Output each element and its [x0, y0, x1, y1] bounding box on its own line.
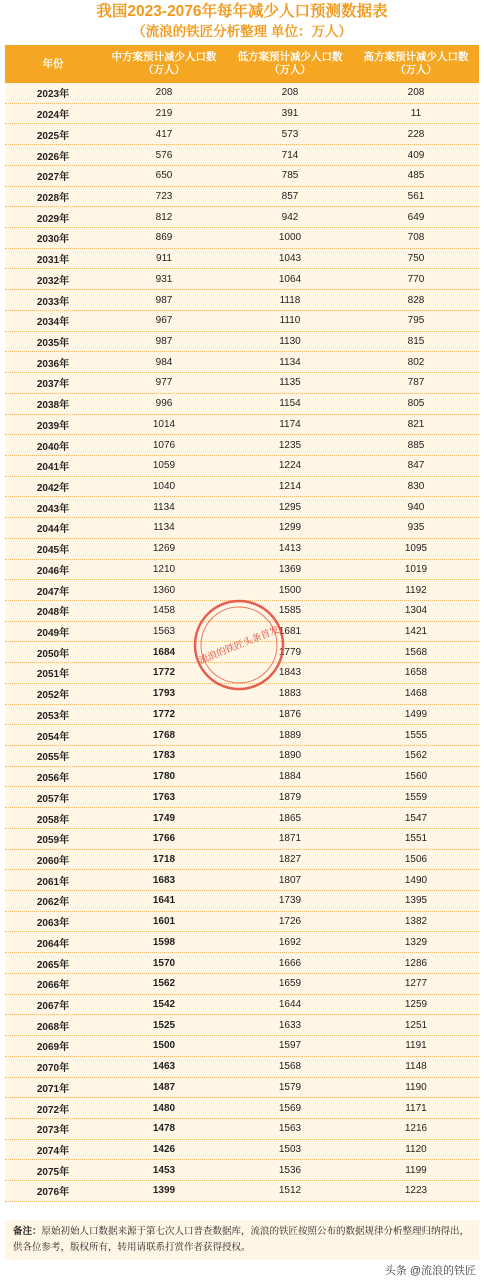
medium-cell: 1783 — [152, 750, 176, 762]
year-cell: 2067年 — [36, 1000, 70, 1012]
low-cell: 1843 — [278, 667, 302, 679]
year-cell: 2072年 — [36, 1104, 70, 1116]
low-cell: 1295 — [278, 501, 302, 513]
low-cell: 1681 — [278, 626, 302, 638]
medium-cell: 812 — [155, 211, 173, 223]
high-cell: 1095 — [404, 543, 428, 555]
low-cell: 1666 — [278, 957, 302, 969]
low-cell: 1585 — [278, 605, 302, 617]
high-cell: 1171 — [405, 1102, 427, 1114]
high-cell: 750 — [407, 253, 425, 265]
low-cell: 1884 — [278, 771, 302, 783]
medium-cell: 967 — [155, 315, 173, 327]
low-cell: 1659 — [278, 978, 302, 990]
year-cell: 2061年 — [36, 876, 70, 888]
table-row — [5, 415, 479, 436]
table-row — [5, 539, 479, 560]
medium-cell: 219 — [155, 108, 173, 120]
medium-cell: 1766 — [152, 833, 176, 845]
high-cell: 1547 — [404, 812, 428, 824]
medium-cell: 1768 — [152, 729, 176, 741]
year-cell: 2027年 — [36, 172, 70, 184]
medium-cell: 1641 — [152, 895, 176, 907]
high-cell: 1562 — [404, 750, 428, 762]
year-cell: 2075年 — [36, 1166, 70, 1178]
year-cell: 2071年 — [36, 1083, 70, 1095]
table-row — [5, 269, 479, 290]
medium-cell: 576 — [155, 149, 173, 161]
medium-cell: 1076 — [152, 439, 176, 451]
high-cell: 1506 — [404, 853, 428, 865]
table-row — [5, 332, 479, 353]
year-cell: 2041年 — [36, 462, 70, 474]
medium-cell: 208 — [155, 87, 173, 99]
low-cell: 1692 — [278, 936, 302, 948]
medium-cell: 1478 — [152, 1123, 176, 1135]
high-cell: 1304 — [404, 605, 428, 617]
low-cell: 1883 — [278, 688, 302, 700]
table-row — [5, 932, 479, 953]
table-row — [5, 974, 479, 995]
low-cell: 1568 — [278, 1061, 302, 1073]
year-cell: 2058年 — [36, 814, 70, 826]
year-cell: 2042年 — [36, 483, 70, 495]
medium-cell: 1134 — [153, 522, 175, 534]
low-cell: 1536 — [278, 1164, 302, 1176]
medium-cell: 1570 — [152, 957, 176, 969]
table-row — [5, 497, 479, 518]
low-cell: 1000 — [278, 232, 302, 244]
high-cell: 1568 — [404, 646, 428, 658]
high-cell: 1421 — [404, 626, 428, 638]
table-row — [5, 290, 479, 311]
low-cell: 1889 — [278, 729, 302, 741]
year-cell: 2059年 — [36, 835, 70, 847]
high-cell: 1468 — [404, 688, 428, 700]
low-cell: 1174 — [279, 418, 301, 430]
medium-cell: 977 — [155, 377, 173, 389]
low-cell: 785 — [281, 170, 299, 182]
year-cell: 2076年 — [36, 1187, 70, 1199]
year-cell: 2063年 — [36, 918, 70, 930]
low-cell: 1224 — [278, 460, 302, 472]
table-row — [5, 166, 479, 187]
high-cell: 1658 — [404, 667, 428, 679]
table-row — [5, 725, 479, 746]
table-row — [5, 746, 479, 767]
stamp-text: 流浪的铁匠头条首发 — [197, 624, 281, 667]
low-cell: 1644 — [278, 998, 302, 1010]
high-cell: 1120 — [405, 1144, 427, 1156]
medium-cell: 650 — [155, 170, 173, 182]
year-cell: 2035年 — [36, 337, 70, 349]
table-row — [5, 352, 479, 373]
table-row — [5, 850, 479, 871]
year-cell: 2048年 — [36, 607, 70, 619]
high-cell: 1551 — [404, 833, 428, 845]
low-cell: 942 — [281, 211, 299, 223]
year-cell: 2039年 — [36, 420, 70, 432]
low-cell: 1871 — [278, 833, 302, 845]
high-cell: 11 — [410, 108, 422, 120]
table-row — [5, 435, 479, 456]
year-cell: 2051年 — [36, 669, 70, 681]
medium-cell: 1601 — [152, 916, 176, 928]
medium-cell: 1487 — [152, 1081, 176, 1093]
year-cell: 2025年 — [36, 130, 70, 142]
high-cell: 1251 — [404, 1019, 428, 1031]
low-cell: 1235 — [278, 439, 302, 451]
low-cell: 1876 — [278, 708, 302, 720]
high-cell: 1019 — [404, 563, 428, 575]
year-cell: 2060年 — [36, 855, 70, 867]
medium-cell: 1563 — [152, 626, 176, 638]
low-cell: 1134 — [279, 356, 301, 368]
table-row — [5, 1160, 479, 1181]
medium-cell: 1014 — [152, 418, 176, 430]
table-row — [5, 518, 479, 539]
low-cell: 1064 — [278, 273, 302, 285]
year-cell: 2047年 — [36, 586, 70, 598]
medium-cell: 1780 — [152, 771, 176, 783]
low-cell: 1569 — [278, 1102, 302, 1114]
table-row — [5, 787, 479, 808]
medium-cell: 1793 — [152, 688, 176, 700]
year-cell: 2064年 — [36, 938, 70, 950]
table-row — [5, 1098, 479, 1119]
high-cell: 1191 — [405, 1040, 427, 1052]
year-cell: 2073年 — [36, 1125, 70, 1137]
year-cell: 2070年 — [36, 1063, 70, 1075]
year-cell: 2044年 — [36, 524, 70, 536]
medium-cell: 1772 — [152, 667, 176, 679]
header-medium: 中方案预计减少人口数 （万人） — [111, 51, 217, 76]
table-row — [5, 912, 479, 933]
header-low: 低方案预计减少人口数 （万人） — [237, 51, 343, 76]
year-cell: 2069年 — [36, 1042, 70, 1054]
year-cell: 2053年 — [36, 710, 70, 722]
medium-cell: 1772 — [152, 708, 176, 720]
medium-cell: 1059 — [152, 460, 176, 472]
year-cell: 2057年 — [36, 793, 70, 805]
high-cell: 847 — [407, 460, 425, 472]
high-cell: 940 — [407, 501, 425, 513]
low-cell: 1890 — [278, 750, 302, 762]
medium-cell: 1040 — [152, 481, 176, 493]
high-cell: 802 — [407, 356, 425, 368]
table-row — [5, 228, 479, 249]
low-cell: 1043 — [278, 253, 302, 265]
low-cell: 1779 — [278, 646, 302, 658]
high-cell: 1148 — [405, 1061, 427, 1073]
table-row — [5, 808, 479, 829]
medium-cell: 1134 — [153, 501, 175, 513]
low-cell: 573 — [281, 128, 299, 140]
year-cell: 2049年 — [36, 628, 70, 640]
year-cell: 2050年 — [36, 648, 70, 660]
year-cell: 2062年 — [36, 897, 70, 909]
high-cell: 805 — [407, 398, 425, 410]
table-header — [5, 45, 479, 83]
medium-cell: 1562 — [152, 978, 176, 990]
low-cell: 1563 — [278, 1123, 302, 1135]
high-cell: 1259 — [404, 998, 428, 1010]
low-cell: 1500 — [278, 584, 302, 596]
high-cell: 1555 — [404, 729, 428, 741]
medium-cell: 1763 — [152, 791, 176, 803]
year-cell: 2046年 — [36, 565, 70, 577]
year-cell: 2029年 — [36, 213, 70, 225]
footer-watermark: 头条 @流浪的铁匠 — [384, 1265, 476, 1277]
table-row — [5, 145, 479, 166]
year-cell: 2056年 — [36, 773, 70, 785]
year-cell: 2055年 — [36, 752, 70, 764]
note-label: 备注： — [13, 1226, 42, 1237]
low-cell: 1154 — [279, 398, 301, 410]
high-cell: 1395 — [404, 895, 428, 907]
medium-cell: 1210 — [152, 563, 176, 575]
high-cell: 795 — [407, 315, 425, 327]
table-row — [5, 829, 479, 850]
high-cell: 935 — [407, 522, 425, 534]
medium-cell: 1684 — [152, 646, 176, 658]
header-high: 高方案预计减少人口数 （万人） — [363, 51, 469, 76]
high-cell: 1223 — [404, 1185, 428, 1197]
medium-cell: 1525 — [152, 1019, 176, 1031]
low-cell: 391 — [281, 108, 299, 120]
medium-cell: 1500 — [152, 1040, 176, 1052]
high-cell: 815 — [407, 335, 425, 347]
high-cell: 1277 — [404, 978, 428, 990]
table-title: 我国2023-2076年每年减少人口预测数据表 — [96, 3, 388, 20]
table-row — [5, 207, 479, 228]
table-row — [5, 83, 479, 104]
table-subtitle: （流浪的铁匠分析整理 单位：万人） — [132, 24, 352, 39]
low-cell: 1503 — [278, 1144, 302, 1156]
low-cell: 208 — [281, 87, 299, 99]
low-cell: 1827 — [278, 853, 302, 865]
high-cell: 1190 — [405, 1081, 427, 1093]
low-cell: 1214 — [278, 481, 302, 493]
medium-cell: 1453 — [152, 1164, 176, 1176]
high-cell: 885 — [407, 439, 425, 451]
medium-cell: 1458 — [152, 605, 176, 617]
year-cell: 2028年 — [36, 192, 70, 204]
medium-cell: 931 — [155, 273, 173, 285]
medium-cell: 984 — [155, 356, 173, 368]
table-row — [5, 870, 479, 891]
header-year: 年份 — [42, 57, 64, 70]
high-cell: 787 — [407, 377, 425, 389]
high-cell: 409 — [407, 149, 425, 161]
medium-cell: 417 — [155, 128, 173, 140]
low-cell: 1512 — [278, 1185, 302, 1197]
medium-cell: 911 — [156, 253, 172, 265]
year-cell: 2037年 — [36, 379, 70, 391]
high-cell: 770 — [407, 273, 425, 285]
table-row — [5, 705, 479, 726]
medium-cell: 723 — [155, 190, 173, 202]
low-cell: 1865 — [278, 812, 302, 824]
medium-cell: 1463 — [152, 1061, 176, 1073]
year-cell: 2074年 — [36, 1146, 70, 1158]
high-cell: 830 — [407, 481, 425, 493]
medium-cell: 987 — [155, 294, 173, 306]
table-row — [5, 560, 479, 581]
table-row — [5, 1036, 479, 1057]
year-cell: 2038年 — [36, 400, 70, 412]
table-row — [5, 1078, 479, 1099]
high-cell: 1199 — [405, 1164, 427, 1176]
table-row — [5, 767, 479, 788]
year-cell: 2030年 — [36, 234, 70, 246]
year-cell: 2043年 — [36, 503, 70, 515]
year-cell: 2040年 — [36, 441, 70, 453]
table-row — [5, 1181, 479, 1202]
year-cell: 2066年 — [36, 980, 70, 992]
medium-cell: 1480 — [152, 1102, 176, 1114]
high-cell: 1329 — [404, 936, 428, 948]
year-cell: 2052年 — [36, 690, 70, 702]
table-row — [5, 249, 479, 270]
year-cell: 2045年 — [36, 545, 70, 557]
high-cell: 228 — [407, 128, 425, 140]
high-cell: 649 — [407, 211, 425, 223]
medium-cell: 987 — [155, 335, 173, 347]
low-cell: 857 — [281, 190, 299, 202]
low-cell: 1118 — [279, 294, 301, 306]
high-cell: 1192 — [405, 584, 427, 596]
table-row — [5, 1015, 479, 1036]
high-cell: 208 — [407, 87, 425, 99]
table-row — [5, 1140, 479, 1161]
table-row — [5, 124, 479, 145]
note — [5, 1220, 479, 1260]
medium-cell: 1426 — [152, 1144, 176, 1156]
medium-cell: 1749 — [152, 812, 176, 824]
low-cell: 1726 — [278, 916, 302, 928]
high-cell: 1490 — [404, 874, 428, 886]
low-cell: 1299 — [278, 522, 302, 534]
low-cell: 1130 — [279, 335, 301, 347]
high-cell: 1559 — [404, 791, 428, 803]
table-row — [5, 995, 479, 1016]
table-row — [5, 187, 479, 208]
medium-cell: 1598 — [152, 936, 176, 948]
low-cell: 1807 — [278, 874, 302, 886]
year-cell: 2032年 — [36, 275, 70, 287]
high-cell: 1382 — [404, 916, 428, 928]
high-cell: 485 — [407, 170, 425, 182]
medium-cell: 869 — [155, 232, 173, 244]
table-row — [5, 891, 479, 912]
table-row — [5, 1057, 479, 1078]
table-row — [5, 104, 479, 125]
high-cell: 708 — [407, 232, 425, 244]
high-cell: 828 — [407, 294, 425, 306]
medium-cell: 1542 — [152, 998, 176, 1010]
table-row — [5, 456, 479, 477]
medium-cell: 1269 — [152, 543, 176, 555]
medium-cell: 1718 — [152, 853, 176, 865]
high-cell: 561 — [407, 190, 425, 202]
watermark-stamp — [192, 598, 286, 692]
year-cell: 2034年 — [36, 317, 70, 329]
low-cell: 1135 — [279, 377, 301, 389]
year-cell: 2033年 — [36, 296, 70, 308]
low-cell: 1597 — [278, 1040, 302, 1052]
high-cell: 821 — [407, 418, 425, 430]
table-row — [5, 394, 479, 415]
table-row — [5, 373, 479, 394]
year-cell: 2023年 — [36, 89, 70, 101]
table-row — [5, 311, 479, 332]
low-cell: 1633 — [278, 1019, 302, 1031]
medium-cell: 1683 — [152, 874, 176, 886]
year-cell: 2036年 — [36, 358, 70, 370]
year-cell: 2068年 — [36, 1021, 70, 1033]
low-cell: 1369 — [278, 563, 302, 575]
year-cell: 2026年 — [36, 151, 70, 163]
high-cell: 1286 — [404, 957, 428, 969]
note-text: 原始初始人口数据来源于第七次人口普查数据库，流浪的铁匠按照公布的数据规律分析整理归纳得出，供各位参考，版权所有，转用请联系打赏作者获得授权。 — [13, 1226, 470, 1253]
medium-cell: 996 — [155, 398, 173, 410]
year-cell: 2031年 — [36, 255, 70, 267]
medium-cell: 1360 — [152, 584, 176, 596]
year-cell: 2054年 — [36, 731, 70, 743]
low-cell: 1413 — [278, 543, 302, 555]
high-cell: 1560 — [404, 771, 428, 783]
year-cell: 2065年 — [36, 959, 70, 971]
low-cell: 1739 — [278, 895, 302, 907]
table-row — [5, 953, 479, 974]
year-cell: 2024年 — [36, 110, 70, 122]
table-row — [5, 1119, 479, 1140]
title-area — [0, 0, 484, 44]
low-cell: 1110 — [279, 315, 301, 327]
low-cell: 1879 — [278, 791, 302, 803]
medium-cell: 1399 — [152, 1185, 176, 1197]
high-cell: 1499 — [404, 708, 428, 720]
high-cell: 1216 — [404, 1123, 428, 1135]
low-cell: 714 — [281, 149, 299, 161]
low-cell: 1579 — [278, 1081, 302, 1093]
table-row — [5, 477, 479, 498]
